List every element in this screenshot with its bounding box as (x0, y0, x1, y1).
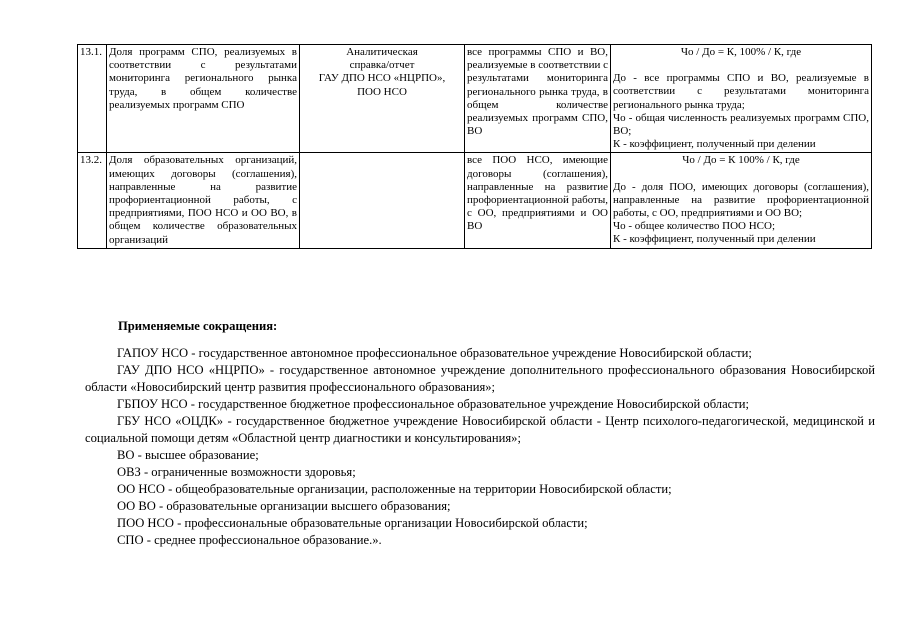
source-cell (300, 45, 465, 153)
source-line: ГАУ ДПО НСО «НЦРПО», (318, 72, 446, 85)
abbreviation-item: ВО - высшее образование; (117, 448, 259, 462)
formula: Чо / До = К, 100% / К, где (680, 46, 802, 58)
source-line: ПОО НСО (357, 85, 407, 98)
indicator-cell: Доля образовательных организаций, имеющих договоры (соглашения), направленные на развитие профориентационной работы, с предприятиями, ПОО НСО и ОО ВО, в общем количестве образовательных организаций (107, 153, 300, 248)
formula-description: Чо - общее количество ПОО НСО; (613, 220, 776, 233)
formula-description: До - все программы СПО и ВО, реализуемые в соответствии с результатами мониторинга регионального рынка труда; (613, 72, 869, 111)
abbreviation-item: ГАПОУ НСО - государственное автономное профессиональное образовательное учреждение Новосибирской области; (117, 346, 752, 360)
row-number: 13.2. (78, 153, 107, 248)
source-line: справка/отчет (349, 59, 415, 72)
row-number: 13.1. (78, 45, 107, 153)
scope-cell: все ПОО НСО, имеющие договоры (соглашения), направленные на развитие профориентационной работы, с ОО, предприятиями и ОО ВО (465, 153, 611, 248)
formula-cell (611, 45, 872, 153)
table-row (78, 153, 872, 248)
abbreviation-item: СПО - среднее профессиональное образование.». (117, 533, 382, 547)
abbreviation-item: ПОО НСО - профессиональные образовательные организации Новосибирской области; (117, 516, 588, 530)
formula-description: До - доля ПОО, имеющих договоры (соглашения), направленные на развитие профориентационной работы, с ОО, предприятиями и ОО ВО; (613, 180, 869, 220)
abbreviation-item: ОО НСО - общеобразовательные организации, расположенные на территории Новосибирской области; (117, 482, 672, 496)
formula-cell (611, 153, 872, 248)
abbreviation-item: ГАУ ДПО НСО «НЦРПО» - государственное автономное учреждение дополнительного профессионального образования Новосибирской области «Новосибирский центр развития профессионального образования»; (85, 363, 875, 394)
abbreviation-item: ГБПОУ НСО - государственное бюджетное профессиональное образовательное учреждение Новосибирской области; (117, 397, 749, 411)
scope-cell: все программы СПО и ВО, реализуемые в соответствии с результатами мониторинга регионального рынка труда, в общем количестве реализуемых программ СПО, ВО (465, 45, 611, 153)
formula-description: Чо - общая численность реализуемых программ СПО, ВО; (613, 111, 869, 138)
formula-description: К - коэффициент, полученный при делении (613, 138, 816, 151)
abbreviation-item: ОВЗ - ограниченные возможности здоровья; (117, 465, 356, 479)
formula: Чо / До = К 100% / К, где (682, 154, 800, 167)
abbreviation-item: ОО ВО - образовательные организации высшего образования; (117, 499, 451, 513)
abbreviations-title: Применяемые сокращения: (118, 319, 278, 333)
table-row (78, 45, 872, 153)
formula-description: К - коэффициент, полученный при делении (613, 233, 816, 246)
abbreviation-item: ГБУ НСО «ОЦДК» - государственное бюджетное учреждение Новосибирской области - Центр психолого-педагогической, медицинской и социальной помощи детям «Областной центр диагностики и консультирования»; (85, 414, 875, 445)
source-line: Аналитическая (346, 46, 418, 58)
abbreviations-section (85, 318, 875, 549)
indicator-cell: Доля программ СПО, реализуемых в соответствии с результатами мониторинга регионального рынка труда, в общем количестве реализуемых программ СПО (107, 45, 300, 153)
indicators-table (77, 44, 872, 249)
source-cell (300, 153, 465, 248)
